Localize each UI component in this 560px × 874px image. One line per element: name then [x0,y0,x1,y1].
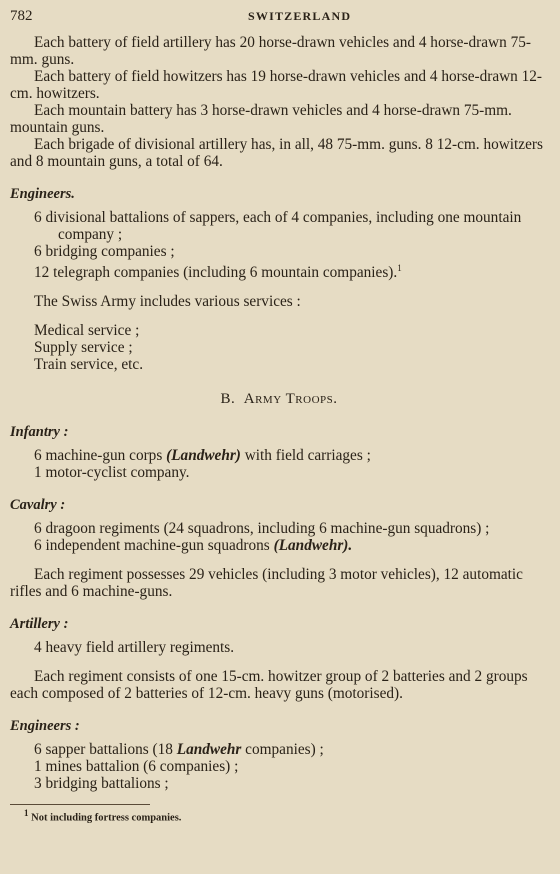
running-title: SWITZERLAND [248,9,352,23]
section-heading-infantry: Infantry : [10,424,69,441]
paragraph: Each regiment consists of one 15-cm. howitzer group of 2 batteries and 2 groups each composed of 2 batteries of 12-cm. heavy guns (motorised). [10,668,528,703]
section-heading-artillery: Artillery : [10,616,69,633]
footnote-text: Not including fortress companies. [31,812,182,824]
footnote-mark: 1 [397,263,402,273]
list-item-text: 6 independent machine-gun squadrons [34,537,274,555]
list-item: 3 bridging battalions ; [34,775,169,793]
paragraph: Each brigade of divisional artillery has, in all, 48 75-mm. guns. 8 12-cm. howitzers and 8 mountain guns, a total of 64. [10,136,543,170]
page-number: 782 [10,8,33,24]
list-item-italic: Landwehr [176,741,242,759]
list-item: 4 heavy field artillery regiments. [34,639,235,657]
list-item-text: 12 telegraph companies (including 6 mountain companies). [34,264,398,282]
paragraph: Each battery of field howitzers has 19 horse-drawn vehicles and 4 horse-drawn 12-cm. howitzers. [10,68,543,102]
list-item: 1 motor-cyclist company. [34,464,190,482]
list-item-text: with field carriages ; [240,447,371,465]
paragraph: Each mountain battery has 3 horse-drawn vehicles and 4 horse-drawn 75-mm. mountain guns. [10,102,512,136]
page-header [10,8,548,34]
list-item: 6 bridging companies ; [34,243,175,260]
footnote-mark: 1 [24,808,29,819]
section-heading-engineers: Engineers : [10,718,80,735]
list-item: 6 dragoon regiments (24 squadrons, including 6 machine-gun squadrons) ; [34,520,490,538]
section-heading-engineers: Engineers. [10,186,75,202]
list-item: Medical service ; [34,322,140,340]
list-item-text: companies) ; [241,741,324,759]
section-title [10,391,548,408]
list-item [10,741,548,758]
section-heading-cavalry: Cavalry : [10,497,66,514]
footnote [10,808,548,824]
list-item: 6 divisional battalions of sappers, each of 4 companies, including one mountain company ; [34,209,522,243]
list-item-text: 6 machine-gun corps [34,447,167,465]
list-item [10,260,548,281]
list-item [10,537,548,554]
section-letter: B. [220,391,236,408]
paragraph: Each battery of field artillery has 20 horse-drawn vehicles and 4 horse-drawn 75-mm. guns. [10,34,531,68]
list-item-italic: (Landwehr) [166,447,241,465]
footnote-rule [10,804,150,805]
paragraph: Each regiment possesses 29 vehicles (including 3 motor vehicles), 12 automatic rifles and 6 machine-guns. [10,566,523,601]
list-item [10,447,548,464]
list-item-italic: (Landwehr). [273,537,353,555]
paragraph: The Swiss Army includes various services : [34,293,301,311]
list-item: Supply service ; [34,339,133,357]
list-item: 1 mines battalion (6 companies) ; [34,758,239,776]
list-item-text: 6 sapper battalions (18 [34,741,177,759]
list-item: Train service, etc. [34,356,144,374]
section-title-text: Army Troops. [243,391,338,408]
